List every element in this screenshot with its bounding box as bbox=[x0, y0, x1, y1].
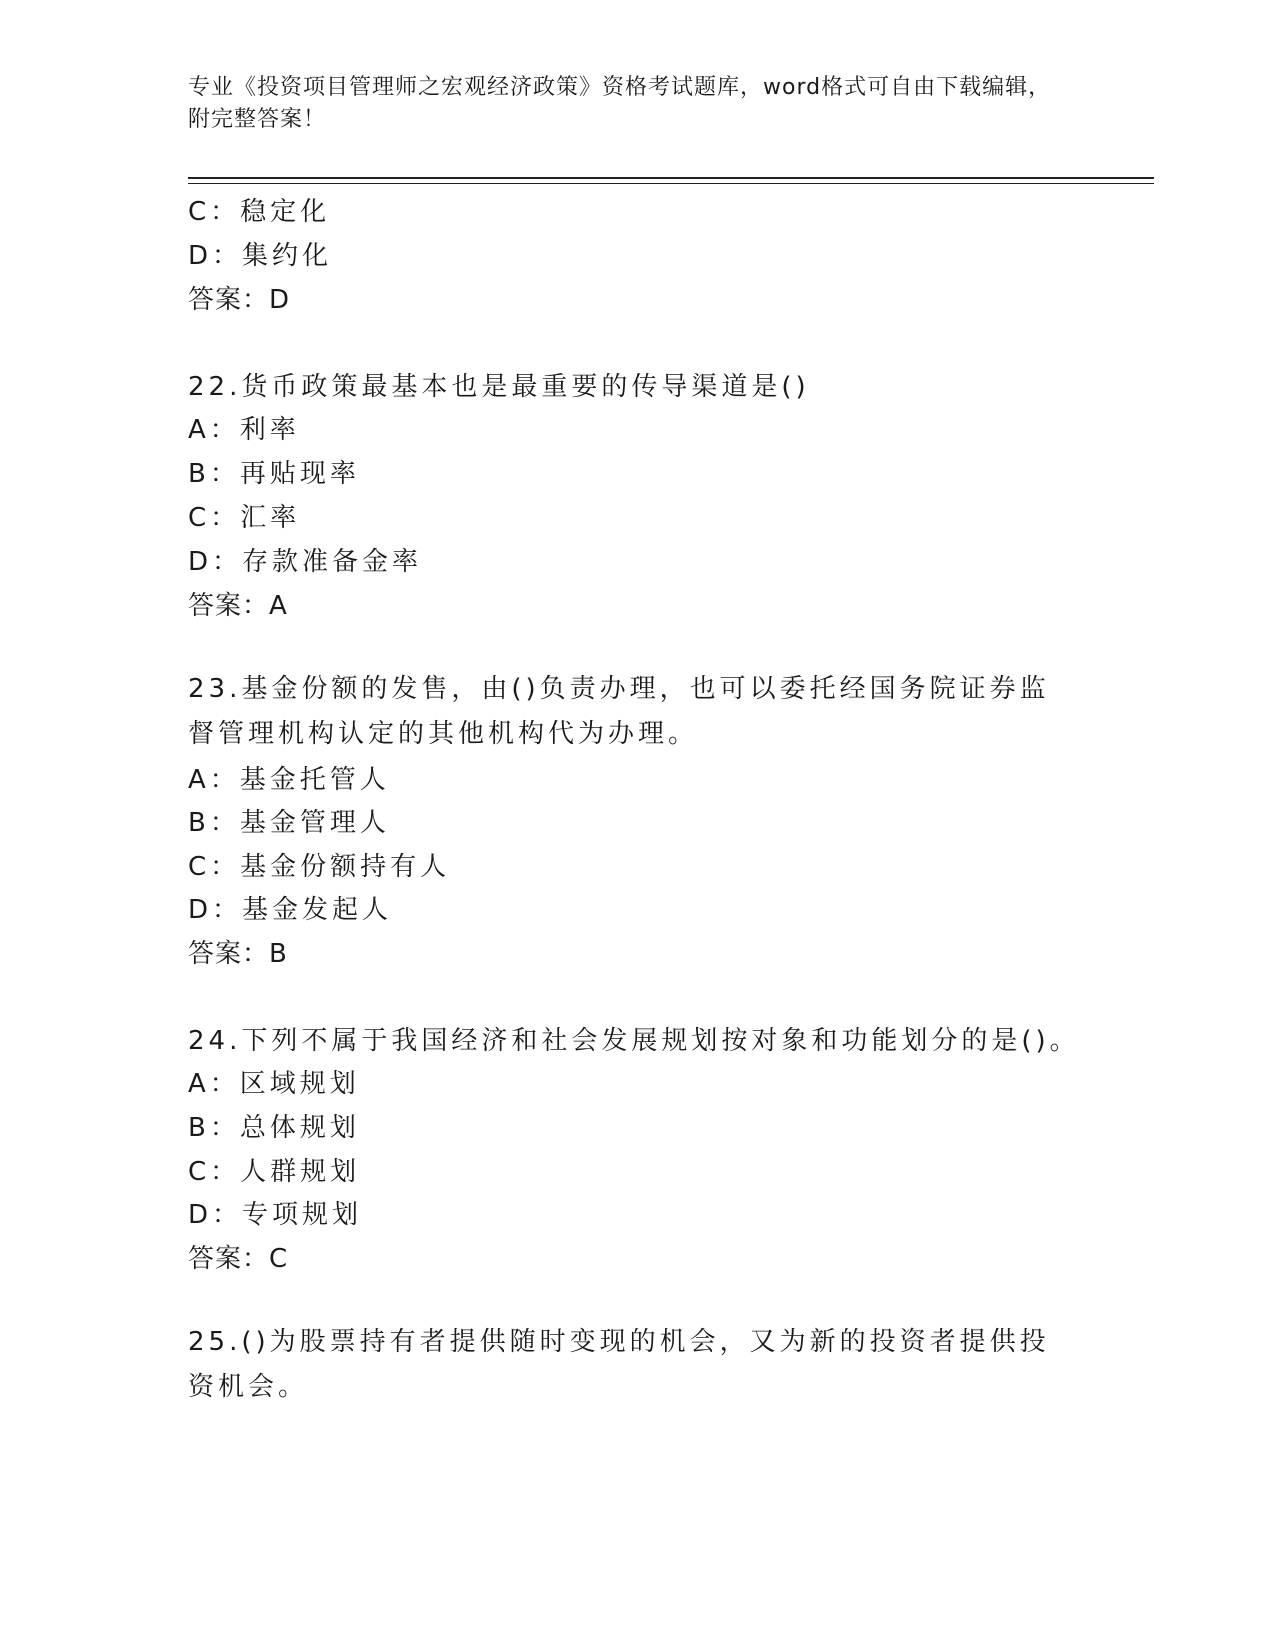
option-a: A：利率 bbox=[188, 415, 300, 445]
header-rule-thick bbox=[188, 177, 1154, 179]
answer-text: 答案：B bbox=[188, 939, 288, 969]
option-d: D：集约化 bbox=[188, 241, 333, 271]
document-header: 专业《投资项目管理师之宏观经济政策》资格考试题库，word格式可自由下载编辑，附完整答案！ bbox=[188, 75, 1052, 132]
option-d: D：基金发起人 bbox=[188, 895, 393, 925]
question-stem: 24.下列不属于我国经济和社会发展规划按对象和功能划分的是()。 bbox=[188, 1026, 1080, 1056]
option-d: D：专项规划 bbox=[188, 1200, 363, 1230]
option-b: B：基金管理人 bbox=[188, 808, 390, 838]
question-stem: 22.货币政策最基本也是最重要的传导渠道是() bbox=[188, 372, 810, 402]
question-stem: 25.()为股票持有者提供随时变现的机会，又为新的投资者提供投资机会。 bbox=[188, 1327, 1050, 1402]
option-b: B：总体规划 bbox=[188, 1113, 360, 1143]
option-a: A：基金托管人 bbox=[188, 765, 390, 795]
answer-text: 答案：D bbox=[188, 285, 291, 315]
option-d: D：存款准备金率 bbox=[188, 547, 423, 577]
option-c: C：人群规划 bbox=[188, 1157, 361, 1187]
option-a: A：区域规划 bbox=[188, 1069, 360, 1099]
option-c: C：基金份额持有人 bbox=[188, 852, 451, 882]
option-c: C：汇率 bbox=[188, 503, 301, 533]
answer-text: 答案：A bbox=[188, 591, 288, 621]
option-c: C：稳定化 bbox=[188, 197, 331, 227]
option-b: B：再贴现率 bbox=[188, 459, 360, 489]
answer-text: 答案：C bbox=[188, 1244, 289, 1274]
header-rule-thin bbox=[188, 183, 1154, 184]
question-stem: 23.基金份额的发售，由()负责办理，也可以委托经国务院证券监督管理机构认定的其他机构代为办理。 bbox=[188, 674, 1050, 749]
